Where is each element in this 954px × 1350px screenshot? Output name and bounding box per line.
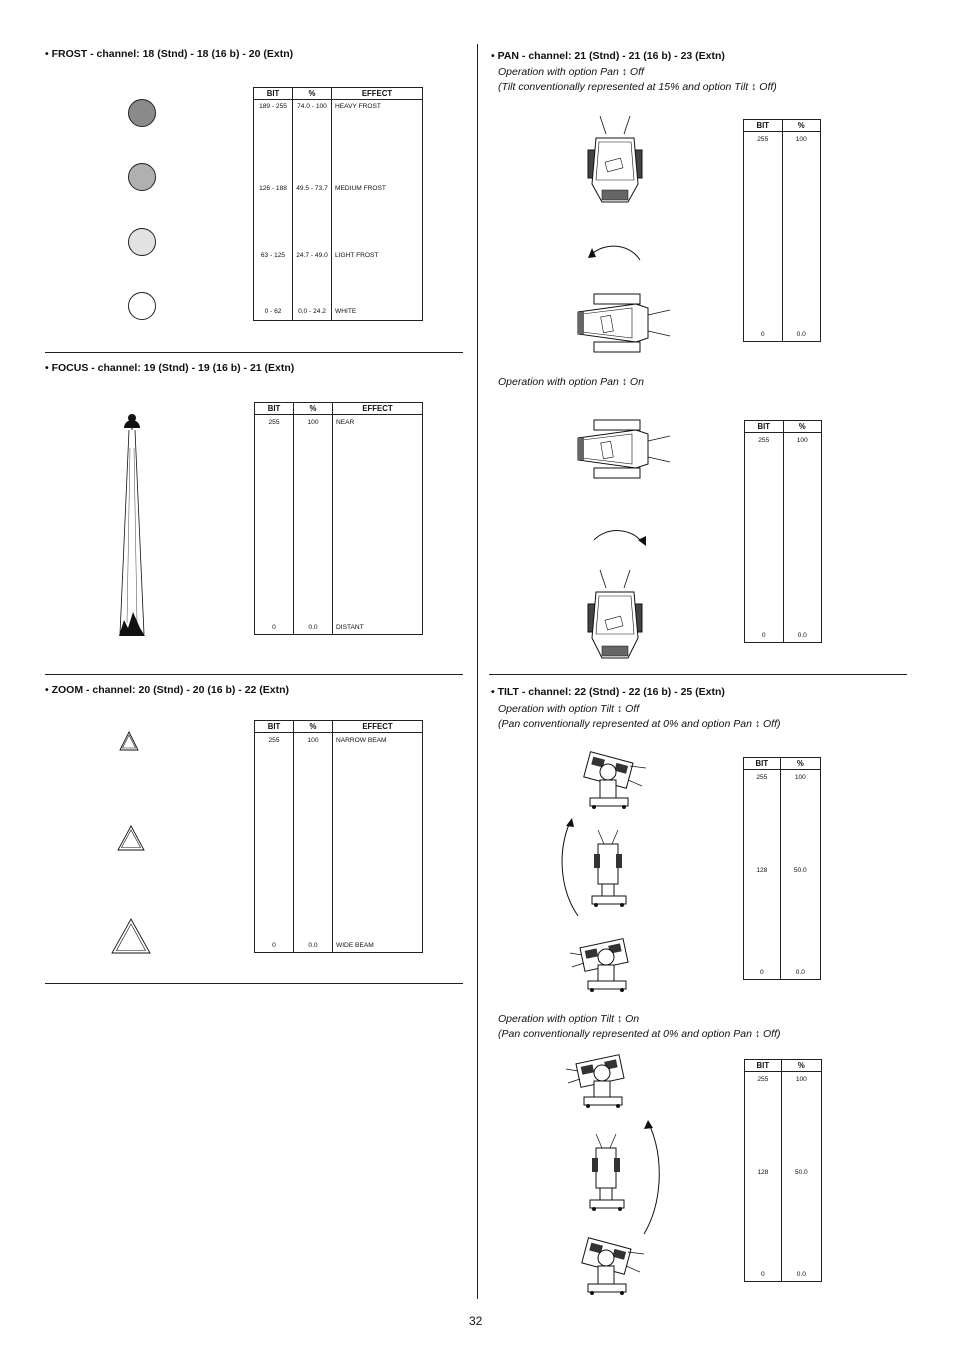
table-row [745,1165,822,1179]
percent-cell: 100 [781,1072,821,1086]
tilt-up-arrow-icon [640,1120,670,1236]
percent-cell: 0.0 [294,938,333,952]
tilt-on-note: (Pan conventionally represented at 0% and option Pan ↕ Off) [498,1028,781,1040]
effect-cell: NARROW BEAM [333,733,423,747]
tilt-off-table [743,757,821,980]
pan-on-col-percent: % [783,421,822,433]
pan-off-note: (Tilt conventionally represented at 15% and option Tilt ↕ Off) [498,81,777,93]
table-row [254,222,423,289]
frost-table [253,87,423,321]
bit-cell: 0 [255,938,294,952]
pan-on-table [744,420,822,643]
frost-swatch-medium [128,163,156,191]
effect-cell: WIDE BEAM [333,938,423,952]
focus-col-bit: BIT [255,403,294,415]
bit-cell: 255 [255,415,294,429]
effect-cell: HEAVY FROST [332,100,423,155]
table-row [745,1267,822,1281]
moving-head-tilted-icon [568,937,638,997]
table-row [745,628,822,642]
bit-cell: 0 [744,965,781,979]
moving-head-upright-icon [586,1134,636,1214]
bit-cell: 0 [745,1267,782,1281]
percent-cell: 74.0 - 100 [293,100,332,155]
bit-cell: 128 [745,1165,782,1179]
bit-cell: 255 [255,733,294,747]
moving-head-upright-icon [588,830,638,910]
focus-beam-illustration [113,408,153,638]
tilt-on-col-bit: BIT [745,1060,782,1072]
percent-cell: 100 [294,415,333,429]
tilt-on-caption: Operation with option Tilt ↕ On [498,1013,640,1025]
moving-head-side-icon [574,290,674,356]
percent-cell: 0.0 [783,628,822,642]
moving-head-front-icon [584,568,654,660]
pan-off-table [743,119,821,342]
table-row [744,327,821,341]
moving-head-tilted-icon [564,1053,634,1113]
pan-off-caption: Operation with option Pan ↕ Off [498,66,644,78]
zoom-medium-triangle-icon [117,825,145,851]
zoom-narrow-triangle-icon [119,731,139,751]
pan-on-caption: Operation with option Pan ↕ On [498,376,644,388]
percent-cell: 100 [782,132,821,146]
zoom-heading: • ZOOM - channel: 20 (Stnd) - 20 (16 b) - 22 (Extn) [45,684,290,696]
percent-cell: 100 [294,733,333,747]
tilt-on-col-percent: % [781,1060,821,1072]
focus-table [254,402,423,635]
table-row [255,620,423,634]
moving-head-side-icon [574,416,674,482]
effect-cell: WHITE [332,289,423,321]
tilt-off-col-percent: % [780,758,820,770]
zoom-table [254,720,423,953]
section-divider [45,674,463,675]
frost-col-percent: % [293,88,332,100]
pan-on-col-bit: BIT [745,421,784,433]
percent-cell: 50.0 [780,863,820,877]
bit-cell: 63 - 125 [254,222,293,289]
focus-col-percent: % [294,403,333,415]
percent-cell: 0.0 [781,1267,821,1281]
tilt-off-caption: Operation with option Tilt ↕ Off [498,703,640,715]
percent-cell: 100 [780,770,820,784]
tilt-up-arrow-icon [552,818,582,918]
table-row [255,415,423,429]
zoom-wide-triangle-icon [111,918,151,954]
bit-cell: 0 - 62 [254,289,293,321]
percent-cell: 100 [783,433,822,447]
moving-head-tilted-icon [578,1236,648,1296]
pan-off-col-bit: BIT [744,120,783,132]
zoom-col-bit: BIT [255,721,294,733]
percent-cell: 24.7 - 49.0 [293,222,332,289]
bit-cell: 0 [744,327,783,341]
section-divider [45,983,463,984]
focus-col-effect: EFFECT [333,403,423,415]
section-divider [489,674,907,675]
tilt-heading: • TILT - channel: 22 (Stnd) - 22 (16 b) - 25 (Extn) [491,686,725,698]
frost-col-bit: BIT [254,88,293,100]
bit-cell: 0 [255,620,294,634]
pan-clockwise-arrow-icon [590,516,650,550]
percent-cell: 50.0 [781,1165,821,1179]
page-number: 32 [469,1314,483,1328]
column-divider [477,44,478,1299]
frost-heading: • FROST - channel: 18 (Stnd) - 18 (16 b) - 20 (Extn) [45,48,294,60]
percent-cell: 0.0 [294,620,333,634]
effect-cell: LIGHT FROST [332,222,423,289]
bit-cell: 0 [745,628,784,642]
percent-cell: 0.0 [782,327,821,341]
bit-cell: 255 [744,132,783,146]
table-row [745,433,822,447]
table-row [744,132,821,146]
tilt-off-col-bit: BIT [744,758,781,770]
bit-cell: 255 [745,1072,782,1086]
frost-swatch-white [128,292,156,320]
bit-cell: 255 [744,770,781,784]
table-row [744,863,821,877]
table-row [254,100,423,155]
frost-col-effect: EFFECT [332,88,423,100]
percent-cell: 49.5 - 73.7 [293,155,332,222]
focus-heading: • FOCUS - channel: 19 (Stnd) - 19 (16 b) - 21 (Extn) [45,362,295,374]
tilt-off-note: (Pan conventionally represented at 0% and option Pan ↕ Off) [498,718,781,730]
effect-cell: MEDIUM FROST [332,155,423,222]
zoom-col-percent: % [294,721,333,733]
bit-cell: 255 [745,433,784,447]
moving-head-tilted-icon [580,750,650,810]
bit-cell: 189 - 255 [254,100,293,155]
percent-cell: 0.0 [780,965,820,979]
table-row [744,965,821,979]
percent-cell: 0.0 - 24.2 [293,289,332,321]
pan-heading: • PAN - channel: 21 (Stnd) - 21 (16 b) - 23 (Extn) [491,50,725,62]
pan-off-col-percent: % [782,120,821,132]
table-row [254,289,423,321]
section-divider [45,352,463,353]
table-row [255,733,423,747]
bit-cell: 128 [744,863,781,877]
frost-swatch-heavy [128,99,156,127]
table-row [745,1072,822,1086]
pan-counterclockwise-arrow-icon [586,230,646,264]
moving-head-front-icon [584,114,654,204]
bit-cell: 126 - 188 [254,155,293,222]
effect-cell: NEAR [333,415,423,429]
table-row [255,938,423,952]
zoom-col-effect: EFFECT [333,721,423,733]
frost-swatch-light [128,228,156,256]
table-row [254,155,423,222]
table-row [744,770,821,784]
tilt-on-table [744,1059,822,1282]
effect-cell: DISTANT [333,620,423,634]
